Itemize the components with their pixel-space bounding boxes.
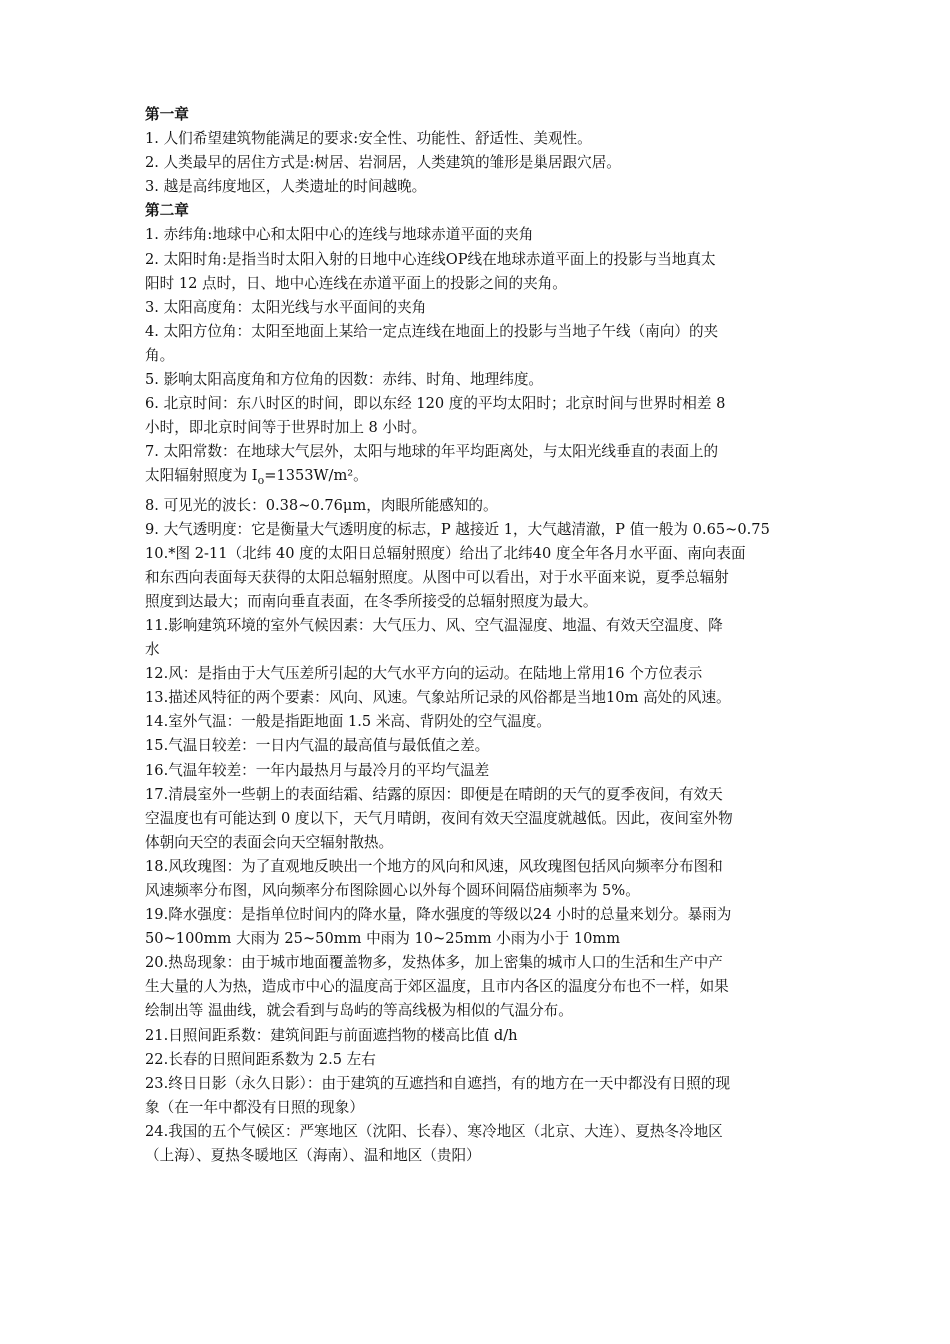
text-line: 1. 赤纬角:地球中心和太阳中心的连线与地球赤道平面的夹角 — [145, 226, 534, 244]
text-line: 生大量的人为热，造成市中心的温度高于郊区温度，且市内各区的温度分布也不一样，如果 — [145, 978, 729, 996]
chapter-1-body — [145, 127, 813, 199]
text-line: 和东西向表面每天获得的太阳总辐射照度。从图中可以看出，对于水平面来说，夏季总辐射 — [145, 568, 729, 586]
text-line: 50~100mm 大雨为 25~50mm 中雨为 10~25mm 小雨为小于 10mm — [145, 930, 621, 948]
text-line: 风速频率分布图，风向频率分布图除圆心以外每个圆环间隔岱庙频率为 5%。 — [145, 882, 640, 899]
text-line: 24.我国的五个气候区：严寒地区（沈阳、长春）、寒冷地区（北京、大连）、夏热冬冷地区 — [145, 1122, 723, 1140]
text-line: 2. 人类最早的居住方式是:树居、岩洞居，人类建筑的雏形是巢居跟穴居。 — [145, 154, 621, 172]
text-line: 水 — [145, 641, 160, 659]
text-line: 16.气温年较差：一年内最热月与最冷月的平均气温差 — [145, 761, 490, 779]
text-line: 阳时 12 点时，日、地中心连线在赤道平面上的投影之间的夹角。 — [145, 274, 567, 292]
text-line: 1. 人们希望建筑物能满足的要求:安全性、功能性、舒适性、美观性。 — [145, 130, 592, 148]
text-line: 空温度也有可能达到 0 度以下，天气月晴朗，夜间有效天空温度就越低。因此，夜间室外物 — [145, 809, 733, 827]
text-line: 13.描述风特征的两个要素：风向、风速。气象站所记录的风俗都是当地10m 高处的风速。 — [145, 689, 731, 707]
text-line: 8. 可见光的波长：0.38~0.76μm，肉眼所能感知的。 — [145, 496, 498, 514]
text-line: 7. 太阳常数：在地球大气层外，太阳与地球的年平均距离处，与太阳光线垂直的表面上的 — [145, 443, 719, 461]
text-line: 小时，即北京时间等于世界时加上 8 小时。 — [145, 419, 427, 437]
text-line: 15.气温日较差：一日内气温的最高值与最低值之差。 — [145, 737, 490, 755]
text-line: 绘制出等 温曲线，就会看到与岛屿的等高线极为相似的气温分布。 — [145, 1002, 573, 1020]
text-line: 22.长春的日照间距系数为 2.5 左右 — [145, 1050, 376, 1068]
text-line: 3. 太阳高度角：太阳光线与水平面间的夹角 — [145, 298, 427, 316]
text-line: 5. 影响太阳高度角和方位角的因数：赤纬、时角、地理纬度。 — [145, 371, 544, 389]
chapter-2-heading: 第二章 — [145, 202, 189, 220]
solar-constant-subscript: o — [257, 474, 265, 488]
text-line: 19.降水强度：是指单位时间内的降水量，降水强度的等级以24 小时的总量来划分。暴雨为 — [145, 906, 732, 924]
text-line: 17.清晨室外一些朝上的表面结霜、结露的原因：即便是在晴朗的天气的夏季夜间，有效天 — [145, 785, 723, 803]
text-line: 23.终日日影（永久日影）：由于建筑的互遮挡和自遮挡，有的地方在一天中都没有日照的现 — [145, 1074, 731, 1092]
text-line: 12.风：是指由于大气压差所引起的大气水平方向的运动。在陆地上常用16 个方位表示 — [145, 665, 703, 683]
text-line: 9. 大气透明度：它是衡量大气透明度的标志，P 越接近 1，大气越清澈，P 值一般为 0.65~0.75 — [145, 520, 770, 538]
chapter-2-body-part-b — [145, 494, 813, 1169]
text-line: 21.日照间距系数：建筑间距与前面遮挡物的楼高比值 d/h — [145, 1026, 518, 1044]
text-line: 6. 北京时间：东八时区的时间，即以东经 120 度的平均太阳时；北京时间与世界时相差 8 — [145, 395, 726, 413]
text-line: 11.影响建筑环境的室外气候因素：大气压力、风、空气温湿度、地温、有效天空温度、降 — [145, 616, 723, 634]
text-line: 象（在一年中都没有日照的现象） — [145, 1098, 364, 1116]
text-line: 2. 太阳时角:是指当时太阳入射的日地中心连线OP线在地球赤道平面上的投影与当地真太 — [145, 250, 716, 268]
text-line: 3. 越是高纬度地区，人类遗址的时间越晚。 — [145, 178, 427, 196]
text-line: 体朝向天空的表面会向天空辐射散热。 — [145, 833, 394, 851]
text-line: 照度到达最大；而南向垂直表面，在冬季所接受的总辐射照度为最大。 — [145, 592, 598, 610]
chapter-1-heading: 第一章 — [145, 106, 189, 123]
text-line: （上海）、夏热冬暖地区（海南）、温和地区（贵阳） — [145, 1147, 481, 1165]
text-line-solar-constant — [145, 464, 813, 493]
text-line: 20.热岛现象：由于城市地面覆盖物多，发热体多，加上密集的城市人口的生活和生产中产 — [145, 954, 723, 972]
text-line: 4. 太阳方位角：太阳至地面上某给一定点连线在地面上的投影与当地子午线（南向）的夹 — [145, 322, 719, 340]
chapter-2-body-part-a — [145, 223, 813, 464]
solar-constant-prefix: 太阳辐射照度为 I — [145, 467, 258, 485]
document-page — [145, 103, 813, 1168]
text-line: 角。 — [145, 346, 175, 364]
text-line: 18.风玫瑰图：为了直观地反映出一个地方的风向和风速，风玫瑰图包括风向频率分布图和 — [145, 857, 723, 875]
text-line: 10.*图 2-11（北纬 40 度的太阳日总辐射照度）给出了北纬40 度全年各月水平面、南向表面 — [145, 544, 746, 562]
solar-constant-suffix: =1353W/m²。 — [264, 467, 368, 485]
text-line: 14.室外气温：一般是指距地面 1.5 米高、背阴处的空气温度。 — [145, 713, 551, 731]
